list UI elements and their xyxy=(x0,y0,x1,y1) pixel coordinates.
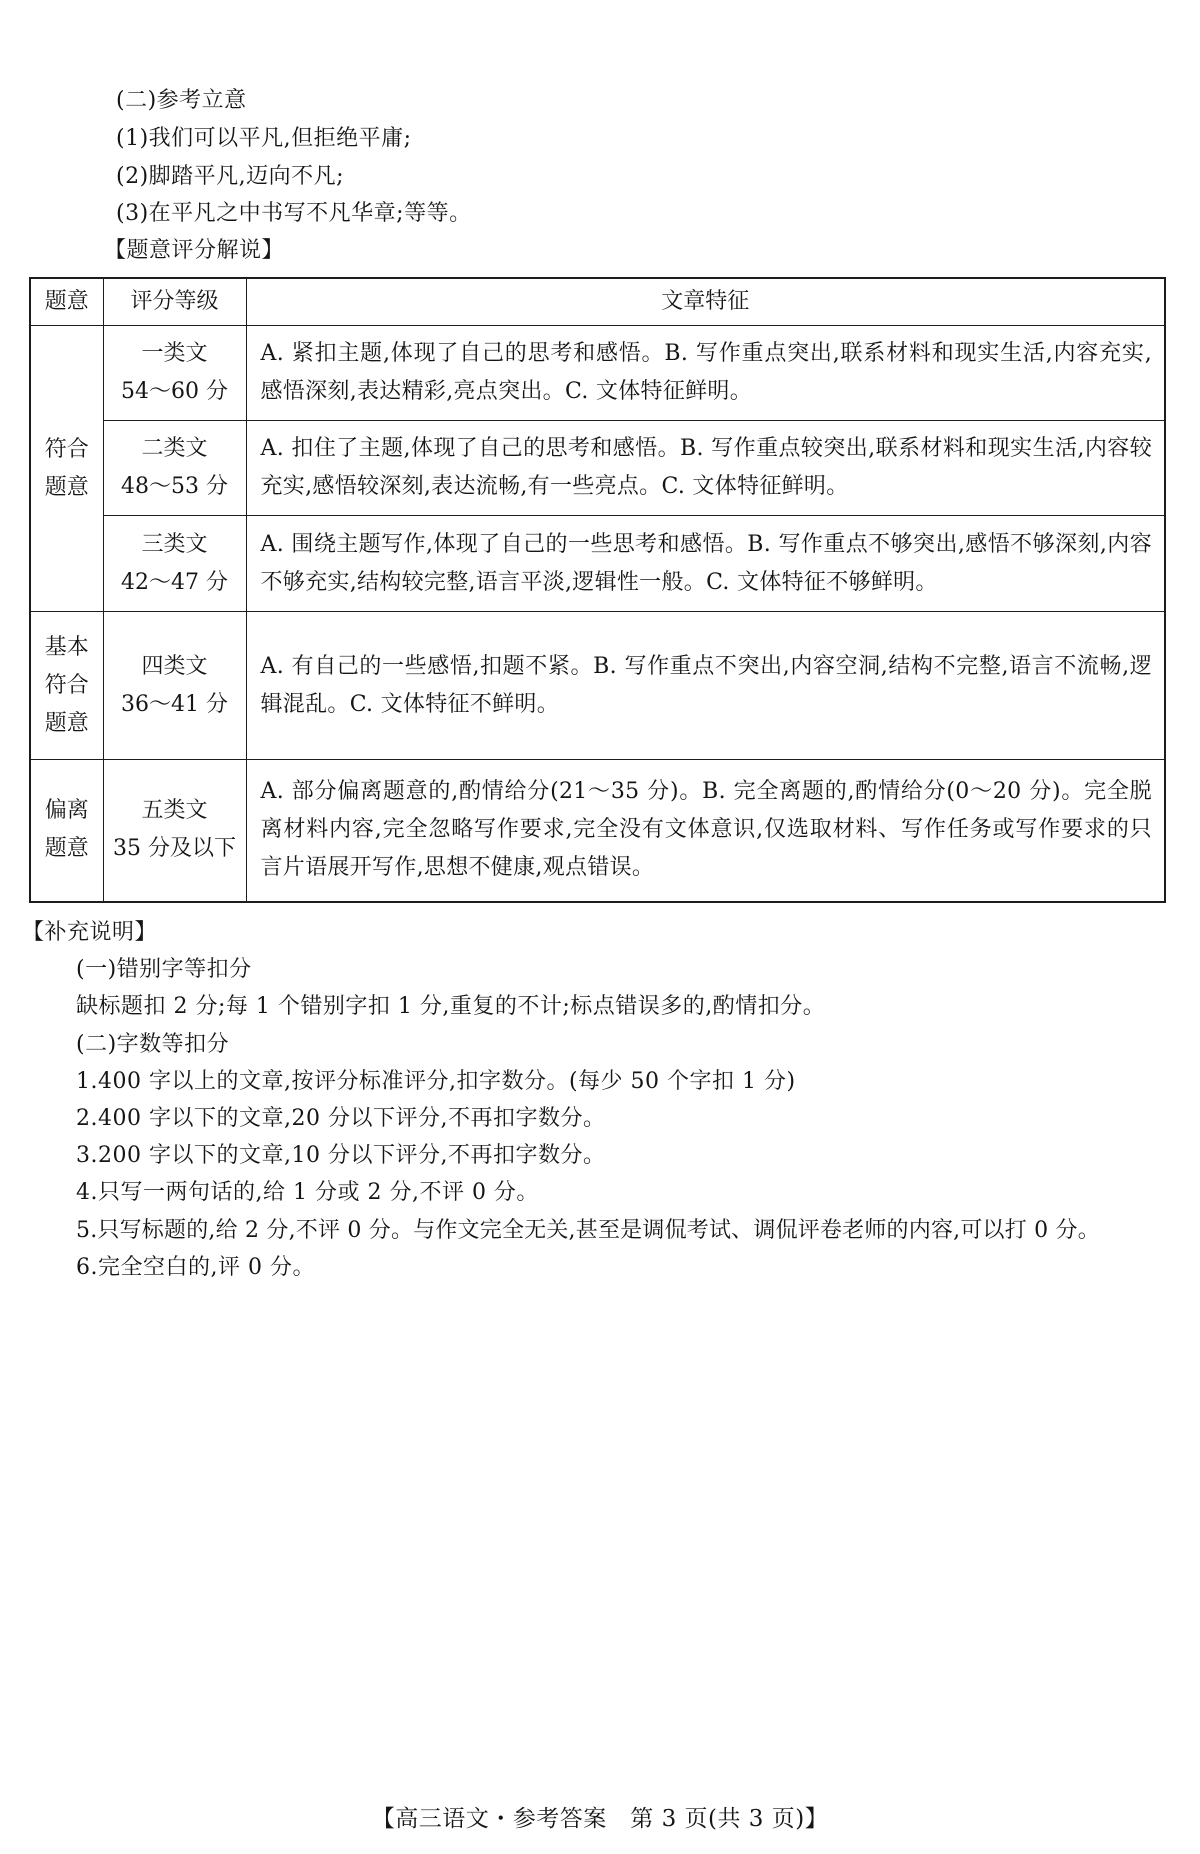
scoring-table xyxy=(29,277,1166,903)
category-cell xyxy=(30,326,103,612)
grade-range: 42～47 分 xyxy=(121,569,228,595)
grade-name: 二类文 xyxy=(141,436,208,461)
reference-idea-1: (1)我们可以平凡,但拒绝平庸; xyxy=(116,126,412,151)
table-row xyxy=(30,760,1165,902)
word-count-rule-5: 5.只写标题的,给 2 分,不评 0 分。与作文完全无关,甚至是调侃考试、调侃评卷老师的内容,可以打 0 分。 xyxy=(76,1218,1100,1243)
grade-cell xyxy=(103,612,246,760)
reference-ideas-heading: (二)参考立意 xyxy=(116,88,247,113)
reference-idea-3: (3)在平凡之中书写不凡华章;等等。 xyxy=(116,201,472,226)
supplement-heading: 【补充说明】 xyxy=(22,920,158,945)
header-topic: 题意 xyxy=(30,278,103,326)
grade-cell xyxy=(103,760,246,902)
reference-idea-2: (2)脚踏平凡,迈向不凡; xyxy=(116,164,345,189)
typo-deduction-text: 缺标题扣 2 分;每 1 个错别字扣 1 分,重复的不计;标点错误多的,酌情扣分。 xyxy=(76,994,826,1019)
grade-name: 三类文 xyxy=(141,531,208,557)
grade-range: 36～41 分 xyxy=(121,691,228,717)
grade-cell xyxy=(103,326,246,421)
grade-name: 五类文 xyxy=(141,798,208,824)
word-count-deduction-title: (二)字数等扣分 xyxy=(76,1032,230,1057)
table-row xyxy=(30,421,1165,516)
header-features: 文章特征 xyxy=(246,278,1165,326)
grade-cell xyxy=(103,421,246,516)
category-label: 符合题意 xyxy=(44,436,89,500)
header-grade: 评分等级 xyxy=(103,278,246,326)
feature-description: A. 部分偏离题意的,酌情给分(21～35 分)。B. 完全离题的,酌情给分(0～20 分)。完全脱离材料内容,完全忽略写作要求,完全没有文体意识,仅选取材料、写作任务或写作要求的只言片语展开写作,思想不健康,观点错误。 xyxy=(246,760,1165,902)
word-count-rule-6: 6.完全空白的,评 0 分。 xyxy=(76,1255,315,1280)
word-count-rule-4: 4.只写一两句话的,给 1 分或 2 分,不评 0 分。 xyxy=(76,1180,539,1205)
typo-deduction-title: (一)错别字等扣分 xyxy=(76,957,252,982)
page-footer: 【高三语文・参考答案 第 3 页(共 3 页)】 xyxy=(371,1806,829,1832)
grade-range: 48～53 分 xyxy=(121,474,228,499)
grade-cell xyxy=(103,516,246,612)
grade-range: 35 分及以下 xyxy=(113,836,236,862)
grade-name: 四类文 xyxy=(141,653,208,679)
category-label: 偏离题意 xyxy=(44,798,89,862)
feature-description: A. 紧扣主题,体现了自己的思考和感悟。B. 写作重点突出,联系材料和现实生活,内容充实,感悟深刻,表达精彩,亮点突出。C. 文体特征鲜明。 xyxy=(246,326,1165,421)
word-count-rule-3: 3.200 字以下的文章,10 分以下评分,不再扣字数分。 xyxy=(76,1143,606,1168)
feature-description: A. 扣住了主题,体现了自己的思考和感悟。B. 写作重点较突出,联系材料和现实生活,内容较充实,感悟较深刻,表达流畅,有一些亮点。C. 文体特征鲜明。 xyxy=(246,421,1165,516)
category-cell xyxy=(30,760,103,902)
word-count-rule-2: 2.400 字以下的文章,20 分以下评分,不再扣字数分。 xyxy=(76,1106,606,1131)
word-count-rule-1: 1.400 字以上的文章,按评分标准评分,扣字数分。(每少 50 个字扣 1 分) xyxy=(76,1069,796,1094)
table-row xyxy=(30,516,1165,612)
category-label: 基本符合题意 xyxy=(44,634,89,736)
table-row xyxy=(30,612,1165,760)
feature-description: A. 围绕主题写作,体现了自己的一些思考和感悟。B. 写作重点不够突出,感悟不够深刻,内容不够充实,结构较完整,语言平淡,逻辑性一般。C. 文体特征不够鲜明。 xyxy=(246,516,1165,612)
table-header-row xyxy=(30,278,1165,326)
table-heading: 【题意评分解说】 xyxy=(104,238,285,263)
feature-description: A. 有自己的一些感悟,扣题不紧。B. 写作重点不突出,内容空洞,结构不完整,语言不流畅,逻辑混乱。C. 文体特征不鲜明。 xyxy=(246,612,1165,760)
category-cell xyxy=(30,612,103,760)
grade-range: 54～60 分 xyxy=(121,379,228,404)
table-row xyxy=(30,326,1165,421)
grade-name: 一类文 xyxy=(141,341,208,366)
